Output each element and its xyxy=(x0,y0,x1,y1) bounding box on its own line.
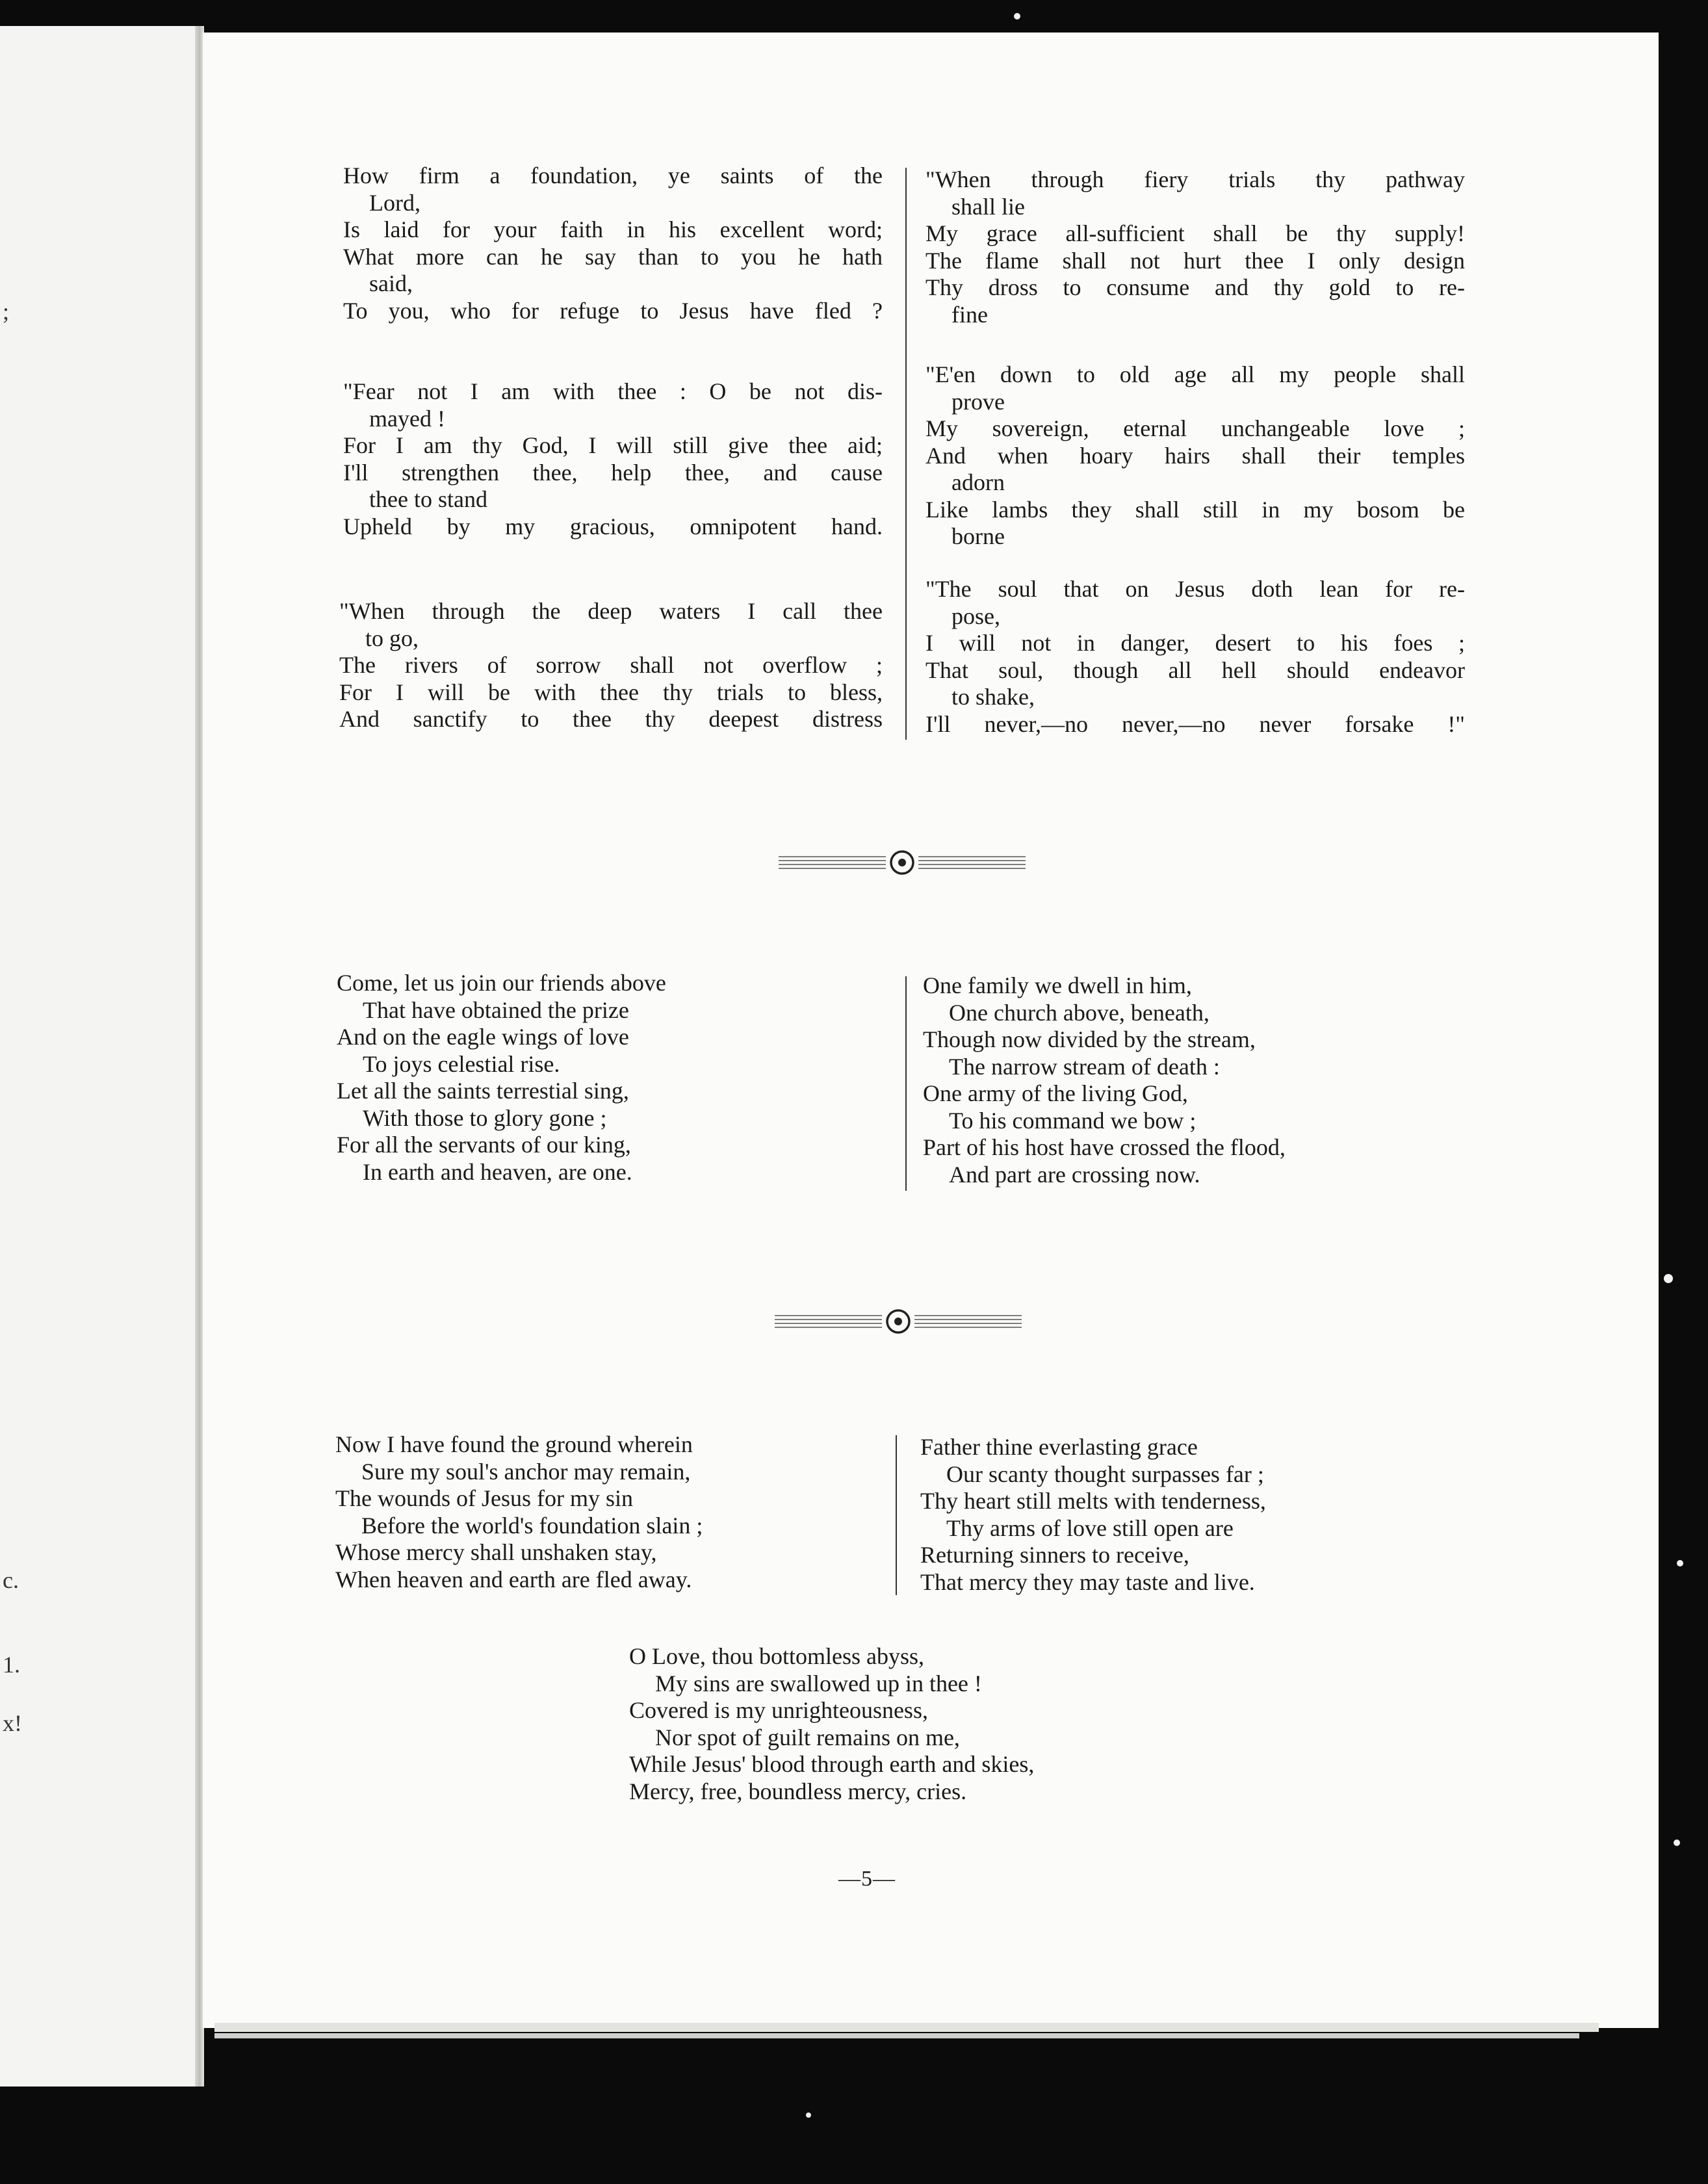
verse-line: Nor spot of guilt remains on me, xyxy=(655,1724,960,1750)
verse-line: pose, xyxy=(951,603,1000,629)
verse-line: Covered is my unrighteousness, xyxy=(629,1697,928,1723)
verse-line: Mercy, free, boundless mercy, cries. xyxy=(629,1778,967,1804)
verse-line: How firm a foundation, ye saints of the xyxy=(343,162,883,188)
verse-line: "When through fiery trials thy pathway xyxy=(925,166,1465,192)
verse-line: The flame shall not hurt thee I only design xyxy=(925,247,1465,274)
column-divider xyxy=(905,976,907,1191)
verse-line: And part are crossing now. xyxy=(949,1161,1200,1188)
scan-speck xyxy=(1677,1560,1683,1566)
facing-page-fragment: ; xyxy=(3,298,10,324)
verse-line: "When through the deep waters I call thee xyxy=(339,598,883,624)
scan-speck xyxy=(1014,13,1020,20)
hymn3-left-column xyxy=(335,1431,855,1593)
verse-line: Before the world's foundation slain ; xyxy=(361,1512,703,1539)
hymn1-stanza xyxy=(343,162,883,324)
verse-line: And when hoary hairs shall their temples xyxy=(925,442,1465,469)
hymn1-left-column xyxy=(343,162,883,324)
verse-line: "The soul that on Jesus doth lean for re- xyxy=(925,576,1465,602)
verse-line: My sins are swallowed up in thee ! xyxy=(655,1670,982,1696)
verse-line: "E'en down to old age all my people shall xyxy=(925,361,1465,387)
verse-line: Come, let us join our friends above xyxy=(337,970,666,996)
verse-line: Though now divided by the stream, xyxy=(923,1026,1256,1052)
verse-line: The narrow stream of death : xyxy=(949,1053,1220,1080)
verse-line: Now I have found the ground wherein xyxy=(335,1431,693,1457)
verse-line: I'll strengthen thee, help thee, and cause xyxy=(343,459,883,486)
verse-line: My sovereign, eternal unchangeable love ; xyxy=(925,415,1465,441)
verse-line: I'll never,—no never,—no never forsake !" xyxy=(925,710,1465,737)
verse-line: And on the eagle wings of love xyxy=(337,1024,629,1050)
bullseye-divider-icon xyxy=(775,1305,1022,1338)
verse-line: For I am thy God, I will still give thee aid; xyxy=(343,432,883,458)
verse-line: To you, who for refuge to Jesus have fled ? xyxy=(343,297,883,324)
verse-line: Thy heart still melts with tenderness, xyxy=(920,1488,1266,1514)
verse-line: Thy arms of love still open are xyxy=(946,1514,1234,1541)
hymn1-right-column xyxy=(925,361,1465,551)
verse-line: Our scanty thought surpasses far ; xyxy=(946,1461,1264,1487)
verse-line: One army of the living God, xyxy=(923,1080,1188,1106)
verse-line: thee to stand xyxy=(369,486,487,512)
verse-line: shall lie xyxy=(951,193,1025,220)
page-number: —5— xyxy=(838,1867,896,1891)
verse-line: Father thine everlasting grace xyxy=(920,1434,1198,1460)
verse-line: To his command we bow ; xyxy=(949,1107,1197,1134)
hymn2-right-column xyxy=(923,972,1456,1188)
verse-line: I will not in danger, desert to his foes ; xyxy=(925,630,1465,656)
verse-line: When heaven and earth are fled away. xyxy=(335,1566,692,1592)
verse-line: The rivers of sorrow shall not overflow ; xyxy=(339,652,883,678)
page-edge xyxy=(214,2023,1599,2032)
verse-line: For all the servants of our king, xyxy=(337,1132,631,1158)
hymn1-stanza xyxy=(343,378,883,540)
hymn1-stanza xyxy=(339,598,883,733)
verse-line: Returning sinners to receive, xyxy=(920,1542,1189,1568)
facing-page xyxy=(0,26,201,2086)
verse-line: One family we dwell in him, xyxy=(923,972,1192,998)
verse-line: With those to glory gone ; xyxy=(363,1104,607,1131)
verse-line: Sure my soul's anchor may remain, xyxy=(361,1458,691,1485)
hymn3-right-column xyxy=(920,1434,1453,1596)
verse-line: Is laid for your faith in his excellent word; xyxy=(343,216,883,242)
verse-line: Lord, xyxy=(369,189,421,216)
verse-line: O Love, thou bottomless abyss, xyxy=(629,1643,924,1669)
scan-speck xyxy=(806,2112,811,2118)
verse-line: While Jesus' blood through earth and skies, xyxy=(629,1751,1035,1777)
verse-line: mayed ! xyxy=(369,405,445,432)
verse-line: For I will be with thee thy trials to bless, xyxy=(339,679,883,705)
verse-line: Thy dross to consume and thy gold to re- xyxy=(925,274,1465,300)
facing-page-fragment: c. xyxy=(3,1567,19,1593)
verse-line: That have obtained the prize xyxy=(363,996,629,1023)
verse-line: to shake, xyxy=(951,684,1035,710)
verse-line: adorn xyxy=(951,469,1005,495)
hymn1-left-column xyxy=(343,378,883,540)
verse-line: To joys celestial rise. xyxy=(363,1050,560,1077)
facing-page-fragment: 1. xyxy=(3,1652,20,1678)
hymn2-left-column xyxy=(337,970,805,1186)
hymn4-column xyxy=(629,1643,1214,1805)
column-divider xyxy=(896,1435,897,1595)
bullseye-divider-icon xyxy=(779,846,1026,879)
hymn1-right-column xyxy=(925,166,1465,328)
verse-line: And sanctify to thee thy deepest distress xyxy=(339,706,883,732)
verse-line: Part of his host have crossed the flood, xyxy=(923,1134,1286,1160)
hymn1-stanza xyxy=(925,361,1465,551)
page-edge xyxy=(214,2033,1579,2038)
verse-line: One church above, beneath, xyxy=(949,999,1210,1026)
verse-line: "Fear not I am with thee : O be not dis- xyxy=(343,378,883,404)
column-divider xyxy=(905,168,907,740)
verse-line: My grace all-sufficient shall be thy supply! xyxy=(925,220,1465,246)
hymn1-right-column xyxy=(925,576,1465,738)
verse-line: In earth and heaven, are one. xyxy=(363,1158,632,1185)
verse-line: The wounds of Jesus for my sin xyxy=(335,1485,633,1511)
verse-line: That soul, though all hell should endeavor xyxy=(925,656,1465,683)
verse-line: said, xyxy=(369,270,413,296)
verse-line: What more can he say than to you he hath xyxy=(343,243,883,270)
verse-line: to go, xyxy=(365,625,419,651)
facing-page-fragment: x! xyxy=(3,1710,22,1736)
scan-speck xyxy=(1664,1274,1673,1283)
verse-line: borne xyxy=(951,523,1005,549)
verse-line: Like lambs they shall still in my bosom be xyxy=(925,496,1465,523)
hymn1-left-column xyxy=(339,598,883,733)
verse-line: Upheld by my gracious, omnipotent hand. xyxy=(343,513,883,540)
verse-line: fine xyxy=(951,301,988,328)
verse-line: prove xyxy=(951,388,1005,415)
verse-line: That mercy they may taste and live. xyxy=(920,1568,1255,1595)
hymn1-stanza xyxy=(925,166,1465,328)
verse-line: Let all the saints terrestial sing, xyxy=(337,1078,629,1104)
hymn1-stanza xyxy=(925,576,1465,738)
verse-line: Whose mercy shall unshaken stay, xyxy=(335,1539,657,1565)
scan-speck xyxy=(1674,1840,1680,1846)
